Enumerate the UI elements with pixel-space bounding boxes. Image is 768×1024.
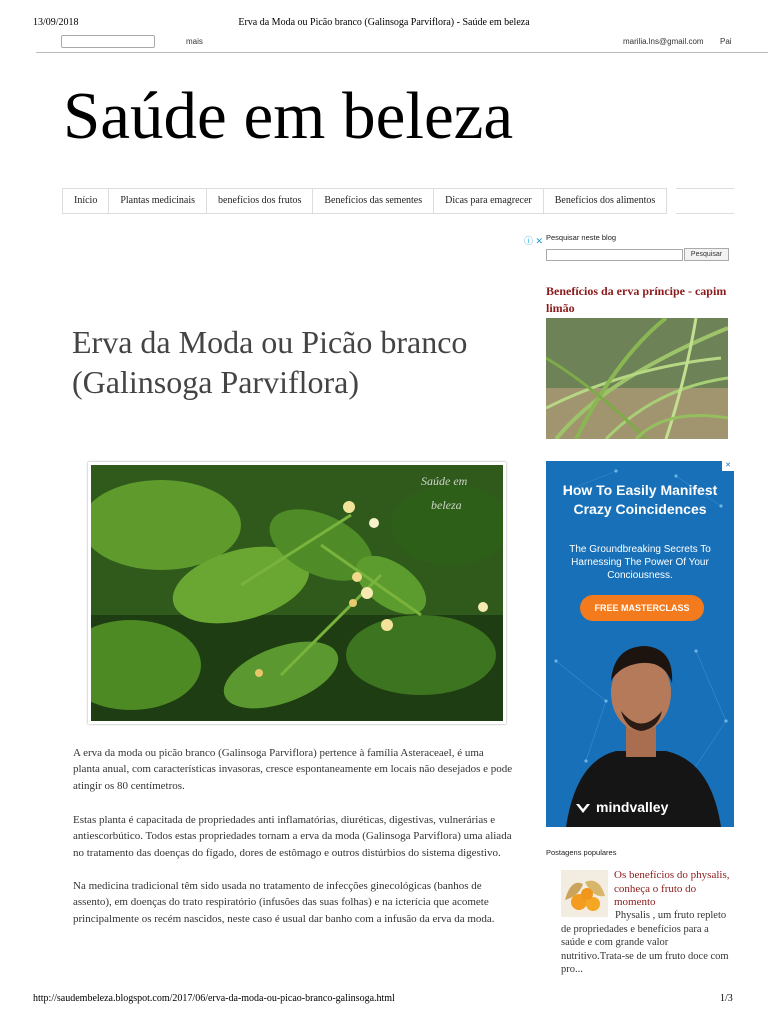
sidebar-search-label: Pesquisar neste blog [546,233,617,242]
adchoices-icon[interactable]: ⓘ ✕ [524,236,544,246]
ad-close-icon[interactable]: ✕ [722,461,734,471]
ad-brand: mindvalley [596,799,669,815]
print-url: http://saudembeleza.blogspot.com/2017/06/erva-da-moda-ou-picao-branco-galinsoga.html [33,993,395,1004]
sidebar-ad-banner[interactable] [546,461,734,827]
popular-post-title[interactable]: Os benefícios do physalis, conheça o fruto do momento [614,869,730,908]
popular-post-snippet: Physalis , um fruto repleto de propriedades e benefícios para a saúde e com grande valor nutritivo.Trata-se de um fruto doce com pro... [561,910,729,975]
popular-posts-heading: Postagens populares [546,848,617,857]
print-page-title: Erva da Moda ou Picão branco (Galinsoga Parviflora) - Saúde em beleza [238,17,530,28]
blog-title[interactable]: Saúde em beleza [63,79,514,153]
featured-post-title[interactable]: Benefícios da erva príncipe - capim limão [546,284,727,315]
ad-cta-button[interactable]: FREE MASTERCLASS [580,595,704,621]
post-paragraph-1: A erva da moda ou picão branco (Galinsoga Parviflora) pertence à família Asteraceael, é uma planta anual, com características invasoras, cresce espontaneamente em locais não desejados e pode atingir os 80 centímetros. [73,747,513,792]
mindvalley-logo-icon [576,801,590,813]
navbar-more-link[interactable]: mais [186,37,203,46]
post-title: Erva da Moda ou Picão branco (Galinsoga Parviflora) [72,324,468,400]
print-page-number: 1/3 [720,993,733,1004]
ad-subtext: The Groundbreaking Secrets To Harnessing The Power Of Your Conciousness. [569,544,711,581]
post-image[interactable] [88,462,506,724]
tab-dicas-emagrecer[interactable]: Dicas para emagrecer [434,189,544,213]
tab-beneficios-sementes[interactable]: Benefícios das sementes [313,189,434,213]
sidebar-search-button[interactable]: Pesquisar [684,248,729,261]
featured-post-image[interactable] [546,318,728,439]
image-watermark-line2: beleza [431,498,462,512]
tab-plantas-medicinais[interactable]: Plantas medicinais [109,189,207,213]
tab-beneficios-alimentos[interactable]: Benefícios dos alimentos [544,189,668,213]
navbar-divider [36,52,768,53]
page-tabs [62,188,667,214]
image-watermark-line1: Saúde em [421,474,468,488]
navbar-user-email[interactable]: marilia.lns@gmail.com [623,37,704,46]
navbar-panel-link[interactable]: Pai [720,37,732,46]
ad-headline: How To Easily Manifest Crazy Coincidences [562,482,718,517]
print-date: 13/09/2018 [33,17,79,28]
post-paragraph-2: Estas planta é capacitada de propriedades anti inflamatórias, diuréticas, digestivas, vulnerárias e antiescorbútico. Todos estas propriedades tornam a erva da moda (Galinsoga Parviflora) uma aliada no tratamento das doenças do fígado, dores de estômago e outros distúrbios do sistema digestivo. [73,814,512,859]
post-paragraph-3: Na medicina tradicional têm sido usada no tratamento de infecções ginecológicas (banhos de assento), em doenças do trato respiratório (infusões das suas folhas) e na icterícia que acomete principalmente os recém nascidos, neste caso é usual dar banho com a infusão da erva da moda. [73,880,495,925]
tabs-divider [676,188,734,214]
tab-beneficios-frutos[interactable]: benefícios dos frutos [207,189,313,213]
navbar-search-input[interactable] [61,35,155,48]
sidebar-search-input[interactable] [546,249,683,261]
tab-inicio[interactable]: Início [62,189,109,213]
